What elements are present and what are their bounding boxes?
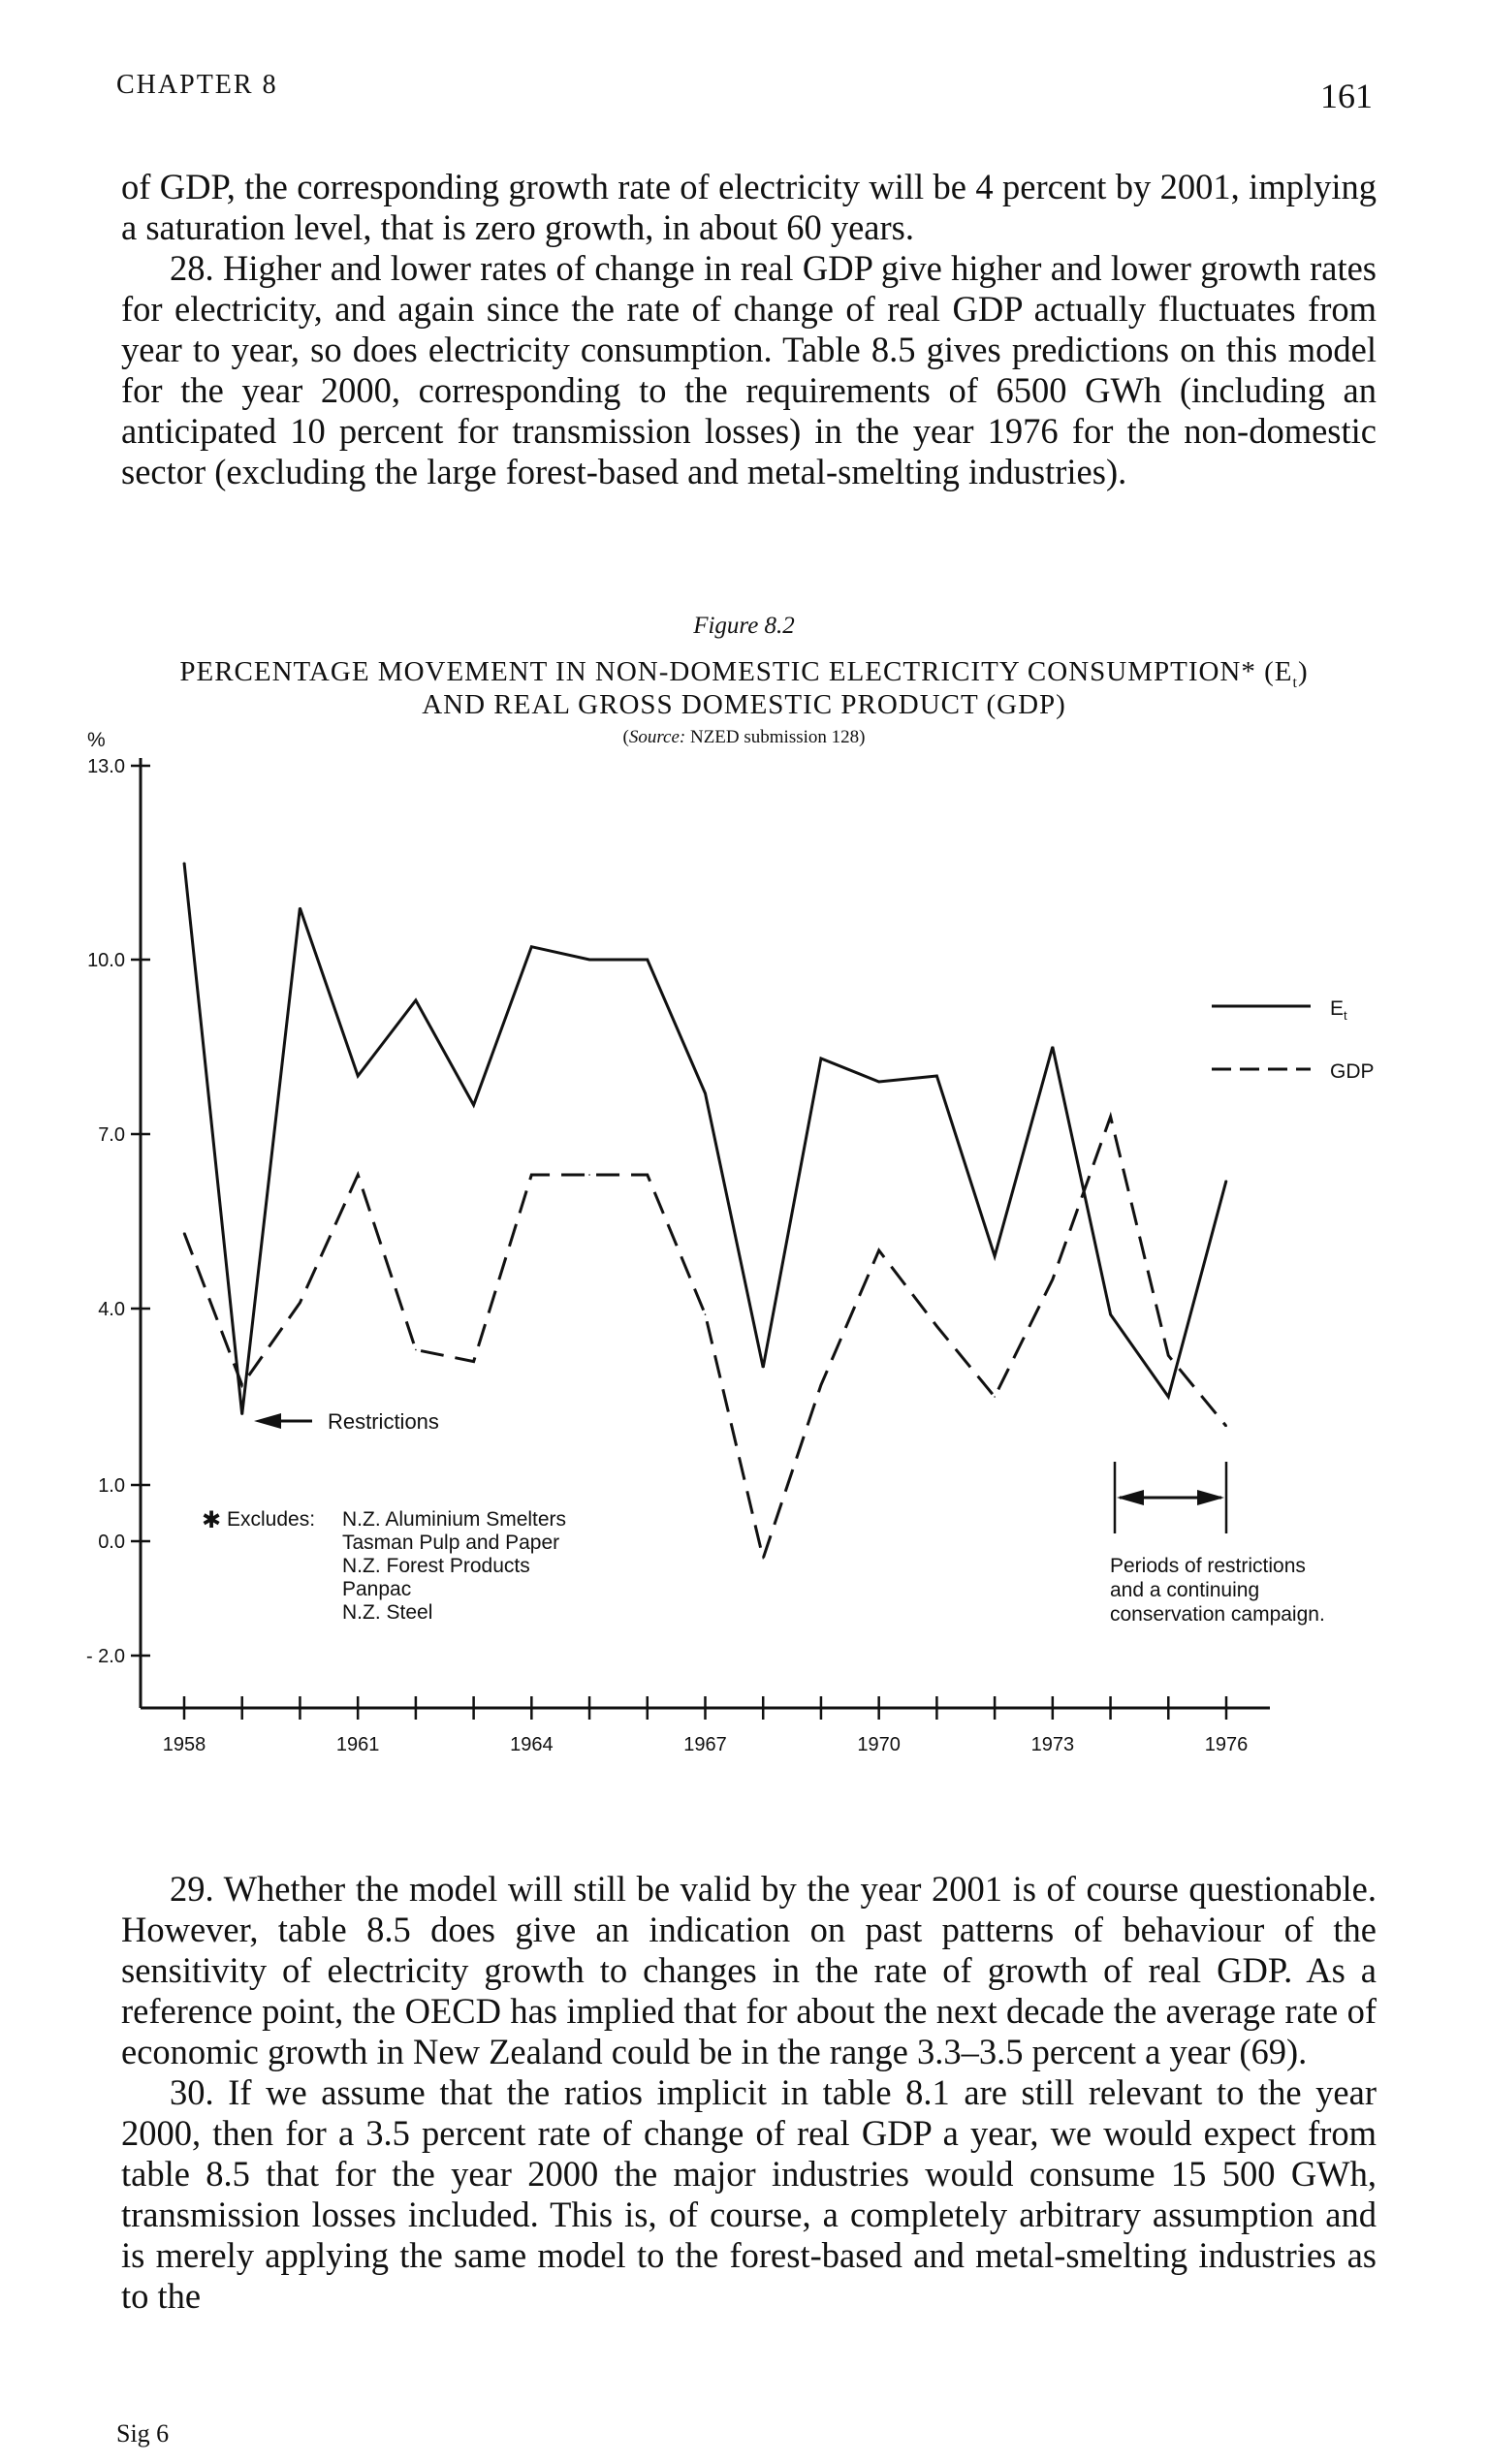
data-point-gdp xyxy=(1225,1426,1227,1428)
data-point-et xyxy=(994,1255,996,1257)
data-point-et xyxy=(647,959,649,961)
data-point-et xyxy=(936,1075,938,1077)
legend-label-et: $E_t$ xyxy=(1330,997,1347,1023)
arrow-left-icon xyxy=(254,1413,281,1429)
series-layer xyxy=(183,862,1227,1559)
data-point-et xyxy=(241,1413,243,1415)
data-point-gdp xyxy=(1110,1116,1112,1118)
paragraph-29: 29. Whether the model will still be valid by the year 2001 is of course questionable. However, table 8.5 does give an indication on past patterns of behaviour of the sensitivity of electricity growth to changes in the rate of growth of real GDP. As a reference point, the OECD has implied that for about the next decade the average rate of economic growth in New Zealand could be in the range 3.3–3.5 percent a year (69). xyxy=(121,1869,1377,2071)
data-point-gdp xyxy=(936,1325,938,1327)
x-tick-label: 1961 xyxy=(335,1734,380,1755)
figure-source: (Source: NZED submission 128) xyxy=(622,727,866,747)
data-point-et xyxy=(473,1104,475,1106)
excludes-item: N.Z. Steel xyxy=(342,1601,433,1624)
data-point-et xyxy=(300,907,301,909)
excludes-note xyxy=(202,1507,566,1624)
data-point-et xyxy=(705,1092,707,1094)
data-point-et xyxy=(878,1081,880,1083)
asterisk-icon: ✱ xyxy=(202,1507,222,1533)
y-tick-label: 7.0 xyxy=(98,1124,125,1146)
data-point-gdp xyxy=(1052,1279,1054,1280)
excludes-item: N.Z. Forest Products xyxy=(342,1555,530,1577)
y-tick-label: 13.0 xyxy=(87,756,125,777)
y-tick-label: 10.0 xyxy=(87,950,125,971)
paragraph-30: 30. If we assume that the ratios implicit in table 8.1 are still relevant to the year 2000, then for a 3.5 percent rate of change of real GDP a year, we would expect from table 8.5 that for the year 2000 the major industries would consume 15 500 GWh, transmission losses included. This is, of course, a completely arbitrary assumption and is merely applying the same model to the forest-based and metal-smelting industries as to the xyxy=(121,2072,1377,2316)
figure-title-line2: AND REAL GROSS DOMESTIC PRODUCT (GDP) xyxy=(422,689,1066,720)
data-point-et xyxy=(1167,1396,1169,1398)
series-line-gdp xyxy=(184,1117,1226,1559)
data-point-gdp xyxy=(994,1396,996,1398)
x-tick-label: 1967 xyxy=(683,1734,727,1755)
data-point-gdp xyxy=(762,1558,764,1560)
data-point-gdp xyxy=(588,1174,590,1176)
data-point-gdp xyxy=(647,1174,649,1176)
data-point-gdp xyxy=(357,1174,359,1176)
legend xyxy=(1212,997,1375,1083)
data-point-et xyxy=(1110,1313,1112,1315)
data-point-gdp xyxy=(415,1349,417,1351)
x-axis-ticks xyxy=(163,1696,1249,1755)
periods-note-line: Periods of restrictions xyxy=(1110,1555,1306,1577)
excludes-item: Panpac xyxy=(342,1578,412,1600)
data-point-et xyxy=(820,1058,822,1059)
excludes-item: N.Z. Aluminium Smelters xyxy=(342,1508,567,1531)
data-point-gdp xyxy=(183,1232,185,1234)
data-point-gdp xyxy=(820,1384,822,1386)
periods-annotation xyxy=(1110,1462,1325,1626)
legend-label-gdp: GDP xyxy=(1330,1060,1375,1083)
x-tick-label: 1964 xyxy=(510,1734,554,1755)
data-point-et xyxy=(762,1367,764,1369)
page-number: 161 xyxy=(1320,77,1373,115)
x-tick-label: 1973 xyxy=(1030,1734,1075,1755)
data-point-et xyxy=(357,1075,359,1077)
data-point-et xyxy=(183,862,185,864)
restrictions-annotation xyxy=(254,1409,439,1434)
x-tick-label: 1976 xyxy=(1204,1734,1249,1755)
paragraph: of GDP, the corresponding growth rate of electricity will be 4 percent by 2001, implying a saturation level, that is zero growth, in about 60 years. xyxy=(121,167,1377,247)
data-point-gdp xyxy=(473,1361,475,1363)
data-point-gdp xyxy=(705,1313,707,1315)
arrow-right-icon xyxy=(1197,1490,1224,1505)
figure-label: Figure 8.2 xyxy=(693,613,795,639)
x-tick-label: 1958 xyxy=(162,1734,206,1755)
periods-note-line: conservation campaign. xyxy=(1110,1603,1325,1626)
data-point-et xyxy=(1225,1180,1227,1182)
arrow-left-icon xyxy=(1117,1490,1144,1505)
data-point-et xyxy=(531,946,533,948)
data-point-gdp xyxy=(300,1302,301,1304)
y-tick-label: 0.0 xyxy=(98,1532,125,1553)
periods-note-line: and a continuing xyxy=(1110,1579,1260,1601)
data-point-et xyxy=(1052,1046,1054,1048)
text-block-bottom xyxy=(121,1869,1377,2317)
data-point-gdp xyxy=(531,1174,533,1176)
y-tick-label: 4.0 xyxy=(98,1299,125,1320)
data-point-et xyxy=(588,959,590,961)
x-tick-label: 1970 xyxy=(857,1734,901,1755)
data-point-gdp xyxy=(241,1384,243,1386)
signature-mark: Sig 6 xyxy=(116,2419,170,2448)
y-tick-label: 1.0 xyxy=(98,1475,125,1497)
y-tick-label: - 2.0 xyxy=(85,1646,125,1667)
restrictions-label: Restrictions xyxy=(328,1409,439,1434)
chapter-heading: CHAPTER 8 xyxy=(116,70,278,100)
figure-title-line1: PERCENTAGE MOVEMENT IN NON-DOMESTIC ELECTRICITY CONSUMPTION* $(E_t)$ xyxy=(179,656,1309,691)
data-point-et xyxy=(415,999,417,1001)
y-axis-unit-label: % xyxy=(87,729,106,751)
paragraph-28: 28. Higher and lower rates of change in real GDP give higher and lower growth rates for electricity, and again since the rate of change of real GDP actually fluctuates from year to year, so does electricity consumption. Table 8.5 gives predictions on this model for the year 2000, corresponding to the requirements of 6500 GWh (including an anticipated 10 percent for transmission losses) in the year 1976 for the non-domestic sector (excluding the large forest-based and metal-smelting industries). xyxy=(121,248,1377,491)
data-point-gdp xyxy=(878,1249,880,1251)
data-point-gdp xyxy=(1167,1355,1169,1357)
series-line-et xyxy=(184,863,1226,1414)
excludes-item: Tasman Pulp and Paper xyxy=(342,1532,560,1554)
annotations xyxy=(202,1409,1325,1626)
excludes-label: Excludes: xyxy=(227,1508,316,1531)
